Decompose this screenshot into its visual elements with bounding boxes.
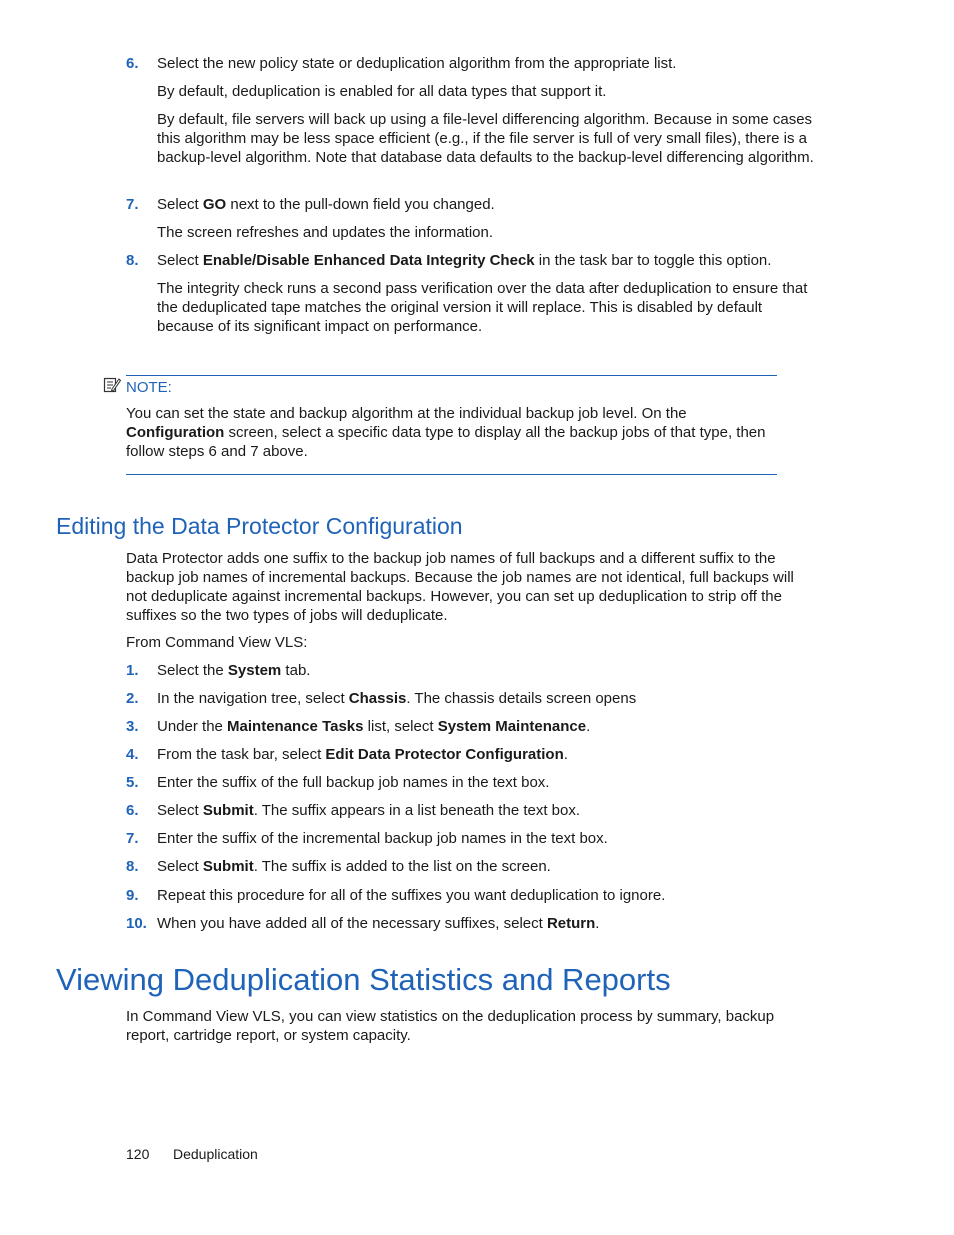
paragraph: By default, deduplication is enabled for all data types that support it.: [157, 83, 607, 100]
step-text: Repeat this procedure for all of the suffixes you want deduplication to ignore.: [157, 887, 666, 904]
step-text: From the task bar, select Edit Data Protector Configuration.: [157, 746, 568, 763]
footer-chapter: Deduplication: [173, 1146, 258, 1162]
step-text: Under the Maintenance Tasks list, select System Maintenance.: [157, 718, 591, 735]
step-text: Select Enable/Disable Enhanced Data Integrity Check in the task bar to toggle this option.: [157, 252, 772, 269]
step-number: 6.: [126, 802, 139, 819]
note-top-rule: [126, 375, 777, 376]
note-label: NOTE:: [126, 379, 172, 396]
step-text: Select the new policy state or deduplication algorithm from the appropriate list.: [157, 55, 677, 72]
step-text: Select the System tab.: [157, 662, 311, 679]
step-text: Select Submit. The suffix is added to the list on the screen.: [157, 858, 551, 875]
paragraph: The screen refreshes and updates the information.: [157, 224, 494, 241]
section-heading: Editing the Data Protector Configuration: [56, 513, 463, 539]
chapter-section-heading: Viewing Deduplication Statistics and Reports: [56, 962, 671, 997]
note-text: You can set the state and backup algorithm at the individual backup job level. On the Configuration screen, select a specific data type to display all the backup jobs of that type, then follow steps 6 and 7 above.: [126, 405, 766, 460]
step-number: 7.: [126, 196, 139, 213]
step-text: Enter the suffix of the full backup job names in the text box.: [157, 774, 550, 791]
step-number: 6.: [126, 55, 139, 72]
step-text: Select GO next to the pull-down field you changed.: [157, 196, 495, 213]
step-text: When you have added all of the necessary suffixes, select Return.: [157, 915, 600, 932]
step-number: 2.: [126, 690, 139, 707]
step-number: 10.: [126, 915, 147, 932]
step-number: 8.: [126, 252, 139, 269]
note-bottom-rule: [126, 474, 777, 475]
from-label: From Command View VLS:: [126, 634, 308, 651]
step-text: Select Submit. The suffix appears in a list beneath the text box.: [157, 802, 581, 819]
section-intro: Data Protector adds one suffix to the backup job names of full backups and a different suffix to the backup job names of incremental backups. Because the job names are not identical, full backups will not deduplicate against incremental backups. However, you can set up deduplication to strip off the suffixes so the two types of jobs will deduplicate.: [126, 550, 794, 624]
step-number: 1.: [126, 662, 139, 679]
step-text: In the navigation tree, select Chassis. The chassis details screen opens: [157, 690, 637, 707]
step-number: 4.: [126, 746, 139, 763]
step-text: Enter the suffix of the incremental backup job names in the text box.: [157, 830, 608, 847]
paragraph: The integrity check runs a second pass verification over the data after deduplication to ensure that the deduplicated tape matches the original version it will replace. This is disabled by default because of its significant impact on performance.: [157, 280, 808, 335]
page-number: 120: [126, 1146, 150, 1162]
step-number: 3.: [126, 718, 139, 735]
note-icon: [103, 376, 121, 394]
step-number: 8.: [126, 858, 139, 875]
section-intro: In Command View VLS, you can view statistics on the deduplication process by summary, backup report, cartridge report, or system capacity.: [126, 1008, 775, 1044]
step-number: 7.: [126, 830, 139, 847]
step-number: 5.: [126, 774, 139, 791]
step-number: 9.: [126, 887, 139, 904]
paragraph: By default, file servers will back up using a file-level differencing algorithm. Because in some cases this algorithm may be less space efficient (e.g., if the file server is full of very small files), there is a backup-level algorithm. Note that database data defaults to the backup-level differencing algorithm.: [157, 111, 814, 166]
